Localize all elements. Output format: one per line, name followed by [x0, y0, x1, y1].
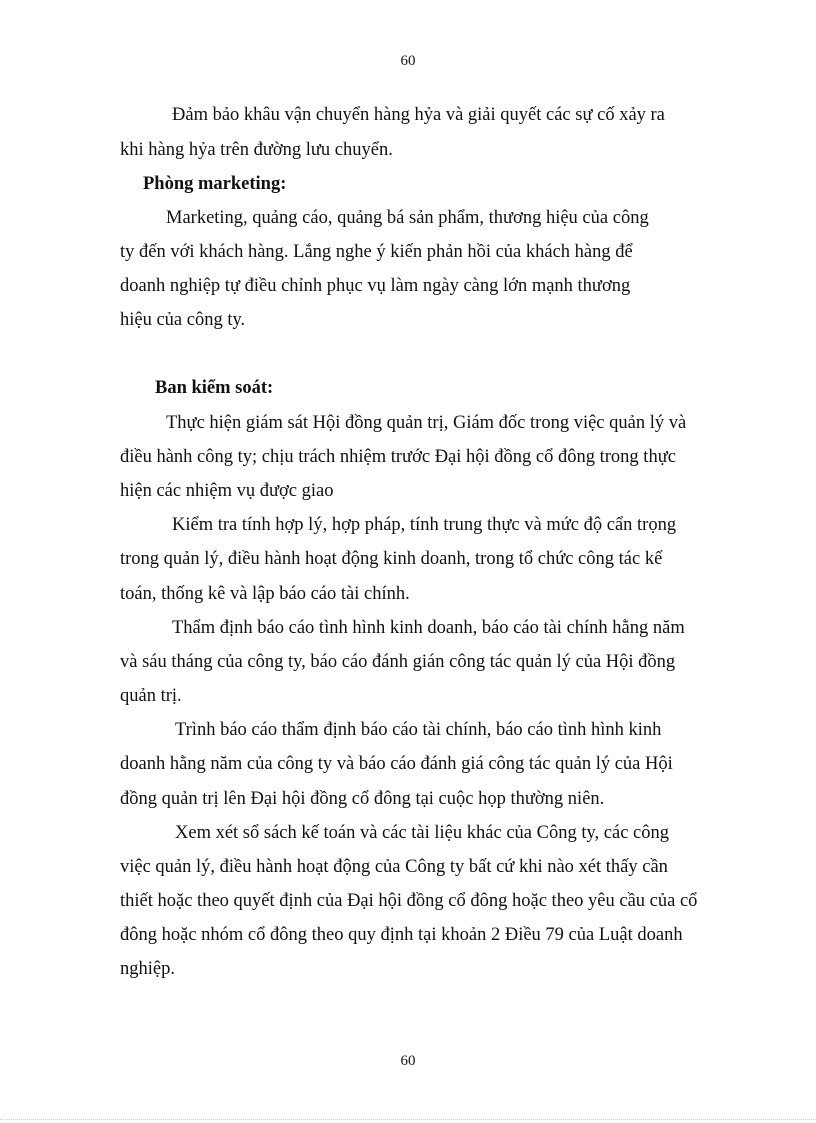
section-heading-marketing: Phòng marketing:: [143, 174, 287, 194]
paragraph-line: hiện các nhiệm vụ được giao: [120, 481, 334, 501]
paragraph-line: trong quản lý, điều hành hoạt động kinh doanh, trong tổ chức công tác kế: [120, 549, 663, 569]
paragraph-line: Xem xét sổ sách kế toán và các tài liệu khác của Công ty, các công: [175, 823, 669, 843]
paragraph-line: toán, thống kê và lập báo cáo tài chính.: [120, 584, 410, 604]
paragraph-line: đông hoặc nhóm cổ đông theo quy định tại khoản 2 Điều 79 của Luật doanh: [120, 925, 683, 945]
paragraph-line: nghiệp.: [120, 959, 175, 979]
paragraph-line: việc quản lý, điều hành hoạt động của Công ty bất cứ khi nào xét thấy cần: [120, 857, 668, 877]
paragraph-line: Kiểm tra tính hợp lý, hợp pháp, tính trung thực và mức độ cẩn trọng: [172, 515, 677, 535]
paragraph-line: thiết hoặc theo quyết định của Đại hội đồng cổ đông hoặc theo yêu cầu của cổ: [120, 891, 698, 911]
paragraph-line: Đảm bảo khâu vận chuyển hàng hỷa và giải quyết các sự cố xảy ra: [172, 105, 665, 125]
page-number-top: 60: [400, 53, 416, 69]
paragraph-line: doanh nghiệp tự điều chỉnh phục vụ làm ngày càng lớn mạnh thương: [120, 276, 631, 296]
paragraph-line: Thẩm định báo cáo tình hình kinh doanh, báo cáo tài chính hằng năm: [172, 618, 685, 638]
page-bottom-divider: [0, 1119, 816, 1120]
paragraph-line: và sáu tháng của công ty, báo cáo đánh gián công tác quản lý của Hội đồng: [120, 652, 676, 672]
page-number-bottom: 60: [400, 1053, 416, 1069]
paragraph-line: Trình báo cáo thẩm định báo cáo tài chính, báo cáo tình hình kinh: [175, 720, 662, 740]
paragraph-line: Thực hiện giám sát Hội đồng quản trị, Giám đốc trong việc quản lý và: [166, 413, 687, 433]
paragraph-line: khi hàng hỷa trên đường lưu chuyển.: [120, 140, 393, 160]
paragraph-line: doanh hằng năm của công ty và báo cáo đánh giá công tác quản lý của Hội: [120, 754, 673, 774]
paragraph-line: điều hành công ty; chịu trách nhiệm trước Đại hội đồng cổ đông trong thực: [120, 447, 676, 467]
paragraph-line: quản trị.: [120, 686, 182, 706]
paragraph-line: hiệu của công ty.: [120, 310, 246, 330]
paragraph-line: ty đến với khách hàng. Lắng nghe ý kiến phản hồi của khách hàng để: [120, 242, 633, 262]
paragraph-line: đồng quản trị lên Đại hội đồng cổ đông tại cuộc họp thường niên.: [120, 789, 605, 809]
section-heading-ban-kiem-soat: Ban kiểm soát:: [155, 378, 274, 398]
paragraph-line: Marketing, quảng cáo, quảng bá sản phẩm, thương hiệu của công: [166, 208, 649, 228]
